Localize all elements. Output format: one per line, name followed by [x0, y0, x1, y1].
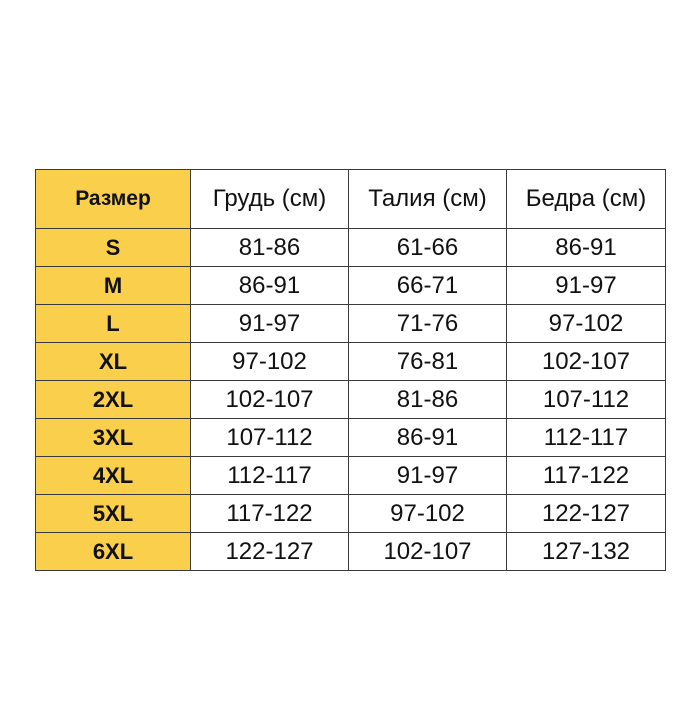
size-cell: M: [36, 267, 191, 305]
chest-cell: 86-91: [191, 267, 349, 305]
chest-cell: 97-102: [191, 343, 349, 381]
waist-cell: 91-97: [349, 457, 507, 495]
waist-cell: 71-76: [349, 305, 507, 343]
table-row: [36, 381, 666, 419]
hips-cell: 107-112: [507, 381, 666, 419]
hips-cell: 102-107: [507, 343, 666, 381]
chest-cell: 117-122: [191, 495, 349, 533]
chest-cell: 102-107: [191, 381, 349, 419]
hips-cell: 117-122: [507, 457, 666, 495]
size-cell: 5XL: [36, 495, 191, 533]
hips-cell: 91-97: [507, 267, 666, 305]
chest-cell: 122-127: [191, 533, 349, 571]
size-cell: 3XL: [36, 419, 191, 457]
table-row: [36, 229, 666, 267]
chest-cell: 91-97: [191, 305, 349, 343]
header-chest: Грудь (см): [191, 170, 349, 229]
table-row: [36, 495, 666, 533]
size-cell: L: [36, 305, 191, 343]
hips-cell: 122-127: [507, 495, 666, 533]
size-chart-table: [35, 169, 666, 571]
chest-cell: 81-86: [191, 229, 349, 267]
chest-cell: 107-112: [191, 419, 349, 457]
size-cell: 4XL: [36, 457, 191, 495]
table-body: [36, 229, 666, 571]
table-row: [36, 533, 666, 571]
hips-cell: 112-117: [507, 419, 666, 457]
waist-cell: 66-71: [349, 267, 507, 305]
waist-cell: 97-102: [349, 495, 507, 533]
hips-cell: 127-132: [507, 533, 666, 571]
header-size: Размер: [36, 170, 191, 229]
table-row: [36, 457, 666, 495]
size-cell: 2XL: [36, 381, 191, 419]
size-cell: 6XL: [36, 533, 191, 571]
header-hips: Бедра (см): [507, 170, 666, 229]
hips-cell: 86-91: [507, 229, 666, 267]
waist-cell: 81-86: [349, 381, 507, 419]
table-row: [36, 267, 666, 305]
table-row: [36, 305, 666, 343]
header-waist: Талия (см): [349, 170, 507, 229]
size-cell: S: [36, 229, 191, 267]
table-row: [36, 419, 666, 457]
chest-cell: 112-117: [191, 457, 349, 495]
size-cell: XL: [36, 343, 191, 381]
waist-cell: 61-66: [349, 229, 507, 267]
table-row: [36, 343, 666, 381]
hips-cell: 97-102: [507, 305, 666, 343]
waist-cell: 76-81: [349, 343, 507, 381]
waist-cell: 102-107: [349, 533, 507, 571]
header-row: [36, 170, 666, 229]
table-header: [36, 170, 666, 229]
waist-cell: 86-91: [349, 419, 507, 457]
